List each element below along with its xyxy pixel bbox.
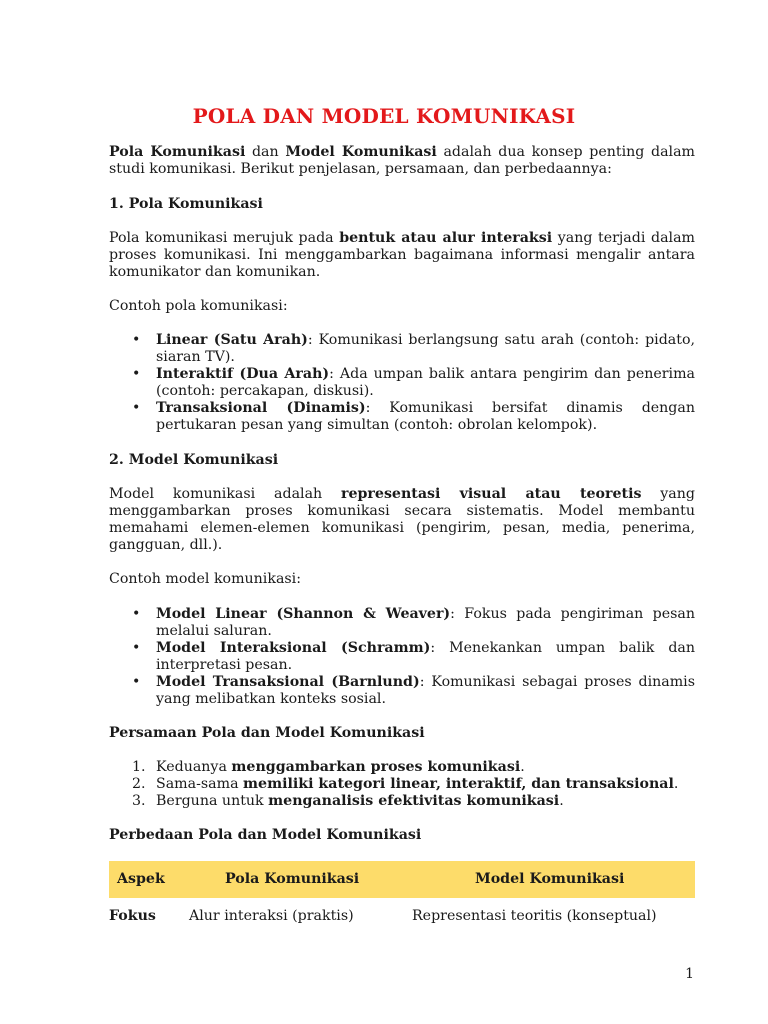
perbedaan-heading: Perbedaan Pola dan Model Komunikasi: [109, 827, 422, 843]
list-item: • Transaksional (Dinamis): Komunikasi bersifat dinamis dengan pertukaran pesan yang simultan (contoh: obrolan kelompok).: [109, 400, 695, 434]
section1-examples-label: Contoh pola komunikasi:: [109, 298, 288, 314]
persamaan-list: [109, 759, 695, 810]
list-item: • Interaktif (Dua Arah): Ada umpan balik antara pengirim dan penerima (contoh: percakapan, diskusi).: [109, 366, 695, 400]
list-item: • Model Interaksional (Schramm): Menekankan umpan balik dan interpretasi pesan.: [109, 640, 695, 674]
table-header-row: [109, 861, 695, 898]
section1-list: [109, 332, 695, 434]
list-item: 3. Berguna untuk menganalisis efektivitas komunikasi.: [132, 793, 564, 809]
table-header-cell: Model Komunikasi: [475, 871, 625, 887]
section2-list: [109, 606, 695, 708]
comparison-table: [109, 861, 695, 938]
table-cell: Fokus: [109, 908, 156, 924]
table-header-cell: Aspek: [117, 871, 165, 887]
section2-heading: 2. Model Komunikasi: [109, 452, 279, 468]
page-number: 1: [685, 966, 694, 982]
document-title: POLA DAN MODEL KOMUNIKASI: [192, 104, 576, 128]
persamaan-heading: Persamaan Pola dan Model Komunikasi: [109, 725, 425, 741]
list-item: • Model Linear (Shannon & Weaver): Fokus pada pengiriman pesan melalui saluran.: [109, 606, 695, 640]
table-row: [109, 898, 695, 938]
section2-paragraph: Model komunikasi adalah representasi visual atau teoretis yang menggambarkan proses komunikasi secara sistematis. Model membantu memahami elemen-elemen komunikasi (pengirim, pesan, media, penerima, gangguan, dll.).: [109, 486, 695, 553]
table-header-cell: Pola Komunikasi: [225, 871, 360, 887]
section1-heading: 1. Pola Komunikasi: [109, 196, 263, 212]
section2-examples-label: Contoh model komunikasi:: [109, 571, 302, 587]
list-item: 1. Keduanya menggambarkan proses komunikasi.: [132, 759, 525, 775]
intro-term-pola: Pola Komunikasi: [109, 144, 246, 160]
list-item: 2. Sama-sama memiliki kategori linear, interaktif, dan transaksional.: [132, 776, 679, 792]
list-item: • Model Transaksional (Barnlund): Komunikasi sebagai proses dinamis yang melibatkan konteks sosial.: [109, 674, 695, 708]
intro-paragraph: Pola Komunikasi dan Model Komunikasi adalah dua konsep penting dalam studi komunikasi. Berikut penjelasan, persamaan, dan perbedaannya:: [109, 144, 695, 177]
table-cell: Representasi teoritis (konseptual): [412, 908, 657, 924]
section1-paragraph: Pola komunikasi merujuk pada bentuk atau alur interaksi yang terjadi dalam proses komunikasi. Ini menggambarkan bagaimana informasi mengalir antara komunikator dan komunikan.: [109, 230, 695, 280]
list-item: • Linear (Satu Arah): Komunikasi berlangsung satu arah (contoh: pidato, siaran TV).: [109, 332, 695, 366]
table-cell: Alur interaksi (praktis): [189, 908, 354, 924]
intro-term-model: Model Komunikasi: [285, 144, 437, 160]
